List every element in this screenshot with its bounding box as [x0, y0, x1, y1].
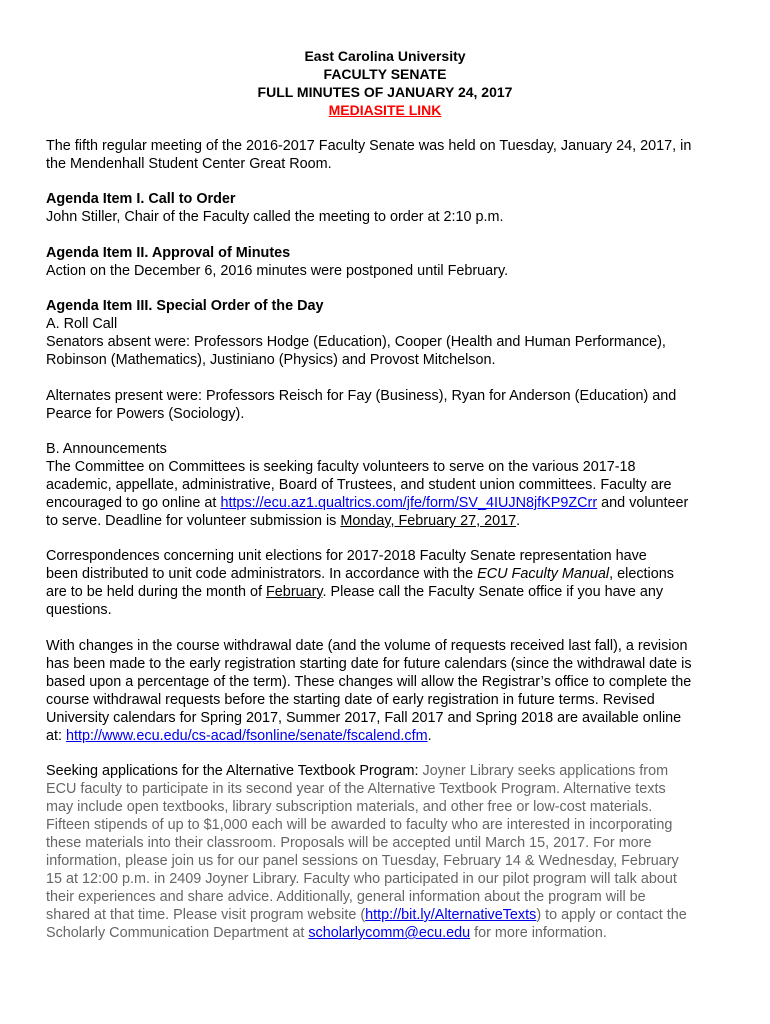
withdrawal-line: based upon a percentage of the term). These changes will allow the Registrar’s office to complete the	[46, 674, 692, 690]
qualtrics-link[interactable]: https://ecu.az1.qualtrics.com/jfe/form/SV_4IUJN8jfKP9ZCrr	[220, 495, 598, 511]
alternates-line: Pearce for Powers (Sociology).	[46, 406, 245, 422]
agenda-item-1-text: John Stiller, Chair of the Faculty called the meeting to order at 2:10 p.m.	[46, 209, 504, 225]
textbook-line: information, please join us for our panel sessions on Tuesday, February 14 & Wednesday, February	[46, 853, 679, 869]
correspondence-text: . Please call the Faculty Senate office if you have any	[322, 584, 664, 600]
textbook-line	[46, 762, 736, 780]
document-title: FULL MINUTES OF JANUARY 24, 2017	[257, 84, 513, 100]
textbook-line: may include open textbooks, library subscription materials, and other free or low-cost materials.	[46, 799, 653, 815]
textbook-line: these materials into their classroom. Proposals will be accepted until March 15, 2017. For more	[46, 835, 652, 851]
mediasite-link[interactable]: MEDIASITE LINK	[328, 102, 442, 118]
textbook-text: shared at that time. Please visit program website (	[46, 907, 366, 923]
textbook-line: their experiences and share advice. Additionally, general information about the program will be	[46, 889, 646, 905]
election-month: February	[266, 584, 323, 600]
withdrawal-line: University calendars for Spring 2017, Summer 2017, Fall 2017 and Spring 2018 are available online	[46, 710, 682, 726]
textbook-line	[46, 906, 736, 924]
intro-line: the Mendenhall Student Center Great Room.	[46, 156, 332, 172]
agenda-item-2-heading: Agenda Item II. Approval of Minutes	[46, 245, 291, 261]
correspondence-line	[46, 583, 736, 601]
roll-call-label: A. Roll Call	[46, 316, 118, 332]
alternative-texts-link[interactable]: http://bit.ly/AlternativeTexts	[365, 907, 537, 923]
intro-line: The fifth regular meeting of the 2016-2017 Faculty Senate was held on Tuesday, January 24, 2017, in	[46, 138, 692, 154]
withdrawal-line: course withdrawal requests before the starting date of early registration in future terms. Revised	[46, 692, 655, 708]
textbook-text: Joyner Library seeks applications from	[422, 763, 669, 779]
committee-text: encouraged to go online at	[46, 495, 221, 511]
textbook-line: Fifteen stipends of up to $1,000 each will be awarded to faculty who are interested in incorporating	[46, 817, 673, 833]
committee-line: The Committee on Committees is seeking faculty volunteers to serve on the various 2017-18	[46, 459, 636, 475]
committee-line	[46, 512, 736, 530]
correspondence-line: questions.	[46, 602, 112, 618]
committee-text: and volunteer	[597, 495, 689, 511]
textbook-lead: Seeking applications for the Alternative Textbook Program:	[46, 763, 423, 779]
withdrawal-line: With changes in the course withdrawal date (and the volume of requests received last fall), a revision	[46, 638, 688, 654]
correspondence-line: Correspondences concerning unit elections for 2017-2018 Faculty Senate representation have	[46, 548, 647, 564]
correspondence-text: are to be held during the month of	[46, 584, 267, 600]
withdrawal-text: at:	[46, 728, 66, 744]
textbook-line	[46, 924, 736, 942]
committee-text: .	[516, 513, 521, 529]
deadline-date: Monday, February 27, 2017	[340, 513, 517, 529]
calendar-link[interactable]: http://www.ecu.edu/cs-acad/fsonline/senate/fscalend.cfm	[66, 728, 428, 744]
alternates-line: Alternates present were: Professors Reisch for Fay (Business), Ryan for Anderson (Education) and	[46, 388, 677, 404]
textbook-text: for more information.	[470, 925, 607, 941]
faculty-manual-title: ECU Faculty Manual	[477, 566, 610, 582]
textbook-text: Scholarly Communication Department at	[46, 925, 309, 941]
correspondence-text: , elections	[609, 566, 674, 582]
correspondence-line	[46, 565, 736, 583]
withdrawal-text: .	[427, 728, 432, 744]
agenda-item-3-heading: Agenda Item III. Special Order of the Day	[46, 298, 324, 314]
agenda-item-2-text: Action on the December 6, 2016 minutes were postponed until February.	[46, 263, 509, 279]
withdrawal-line: has been made to the early registration starting date for future calendars (since the withdrawal date is	[46, 656, 692, 672]
university-name: East Carolina University	[304, 48, 466, 64]
committee-line: academic, appellate, administrative, Board of Trustees, and student union committees. Faculty are	[46, 477, 672, 493]
textbook-text: ) to apply or contact the	[536, 907, 687, 923]
absent-line: Senators absent were: Professors Hodge (Education), Cooper (Health and Human Performance),	[46, 334, 666, 350]
textbook-line: 15 at 12:00 p.m. in 2409 Joyner Library. Faculty who participated in our pilot program will talk about	[46, 871, 677, 887]
absent-line: Robinson (Mathematics), Justiniano (Physics) and Provost Mitchelson.	[46, 352, 496, 368]
withdrawal-line	[46, 727, 736, 745]
committee-text: to serve. Deadline for volunteer submission is	[46, 513, 341, 529]
announcements-label: B. Announcements	[46, 441, 167, 457]
correspondence-text: been distributed to unit code administrators. In accordance with the	[46, 566, 478, 582]
committee-line	[46, 494, 736, 512]
senate-name: FACULTY SENATE	[323, 66, 447, 82]
textbook-line: ECU faculty to participate in its second year of the Alternative Textbook Program. Alternative texts	[46, 781, 666, 797]
agenda-item-1-heading: Agenda Item I. Call to Order	[46, 191, 236, 207]
email-link[interactable]: scholarlycomm@ecu.edu	[308, 925, 471, 941]
